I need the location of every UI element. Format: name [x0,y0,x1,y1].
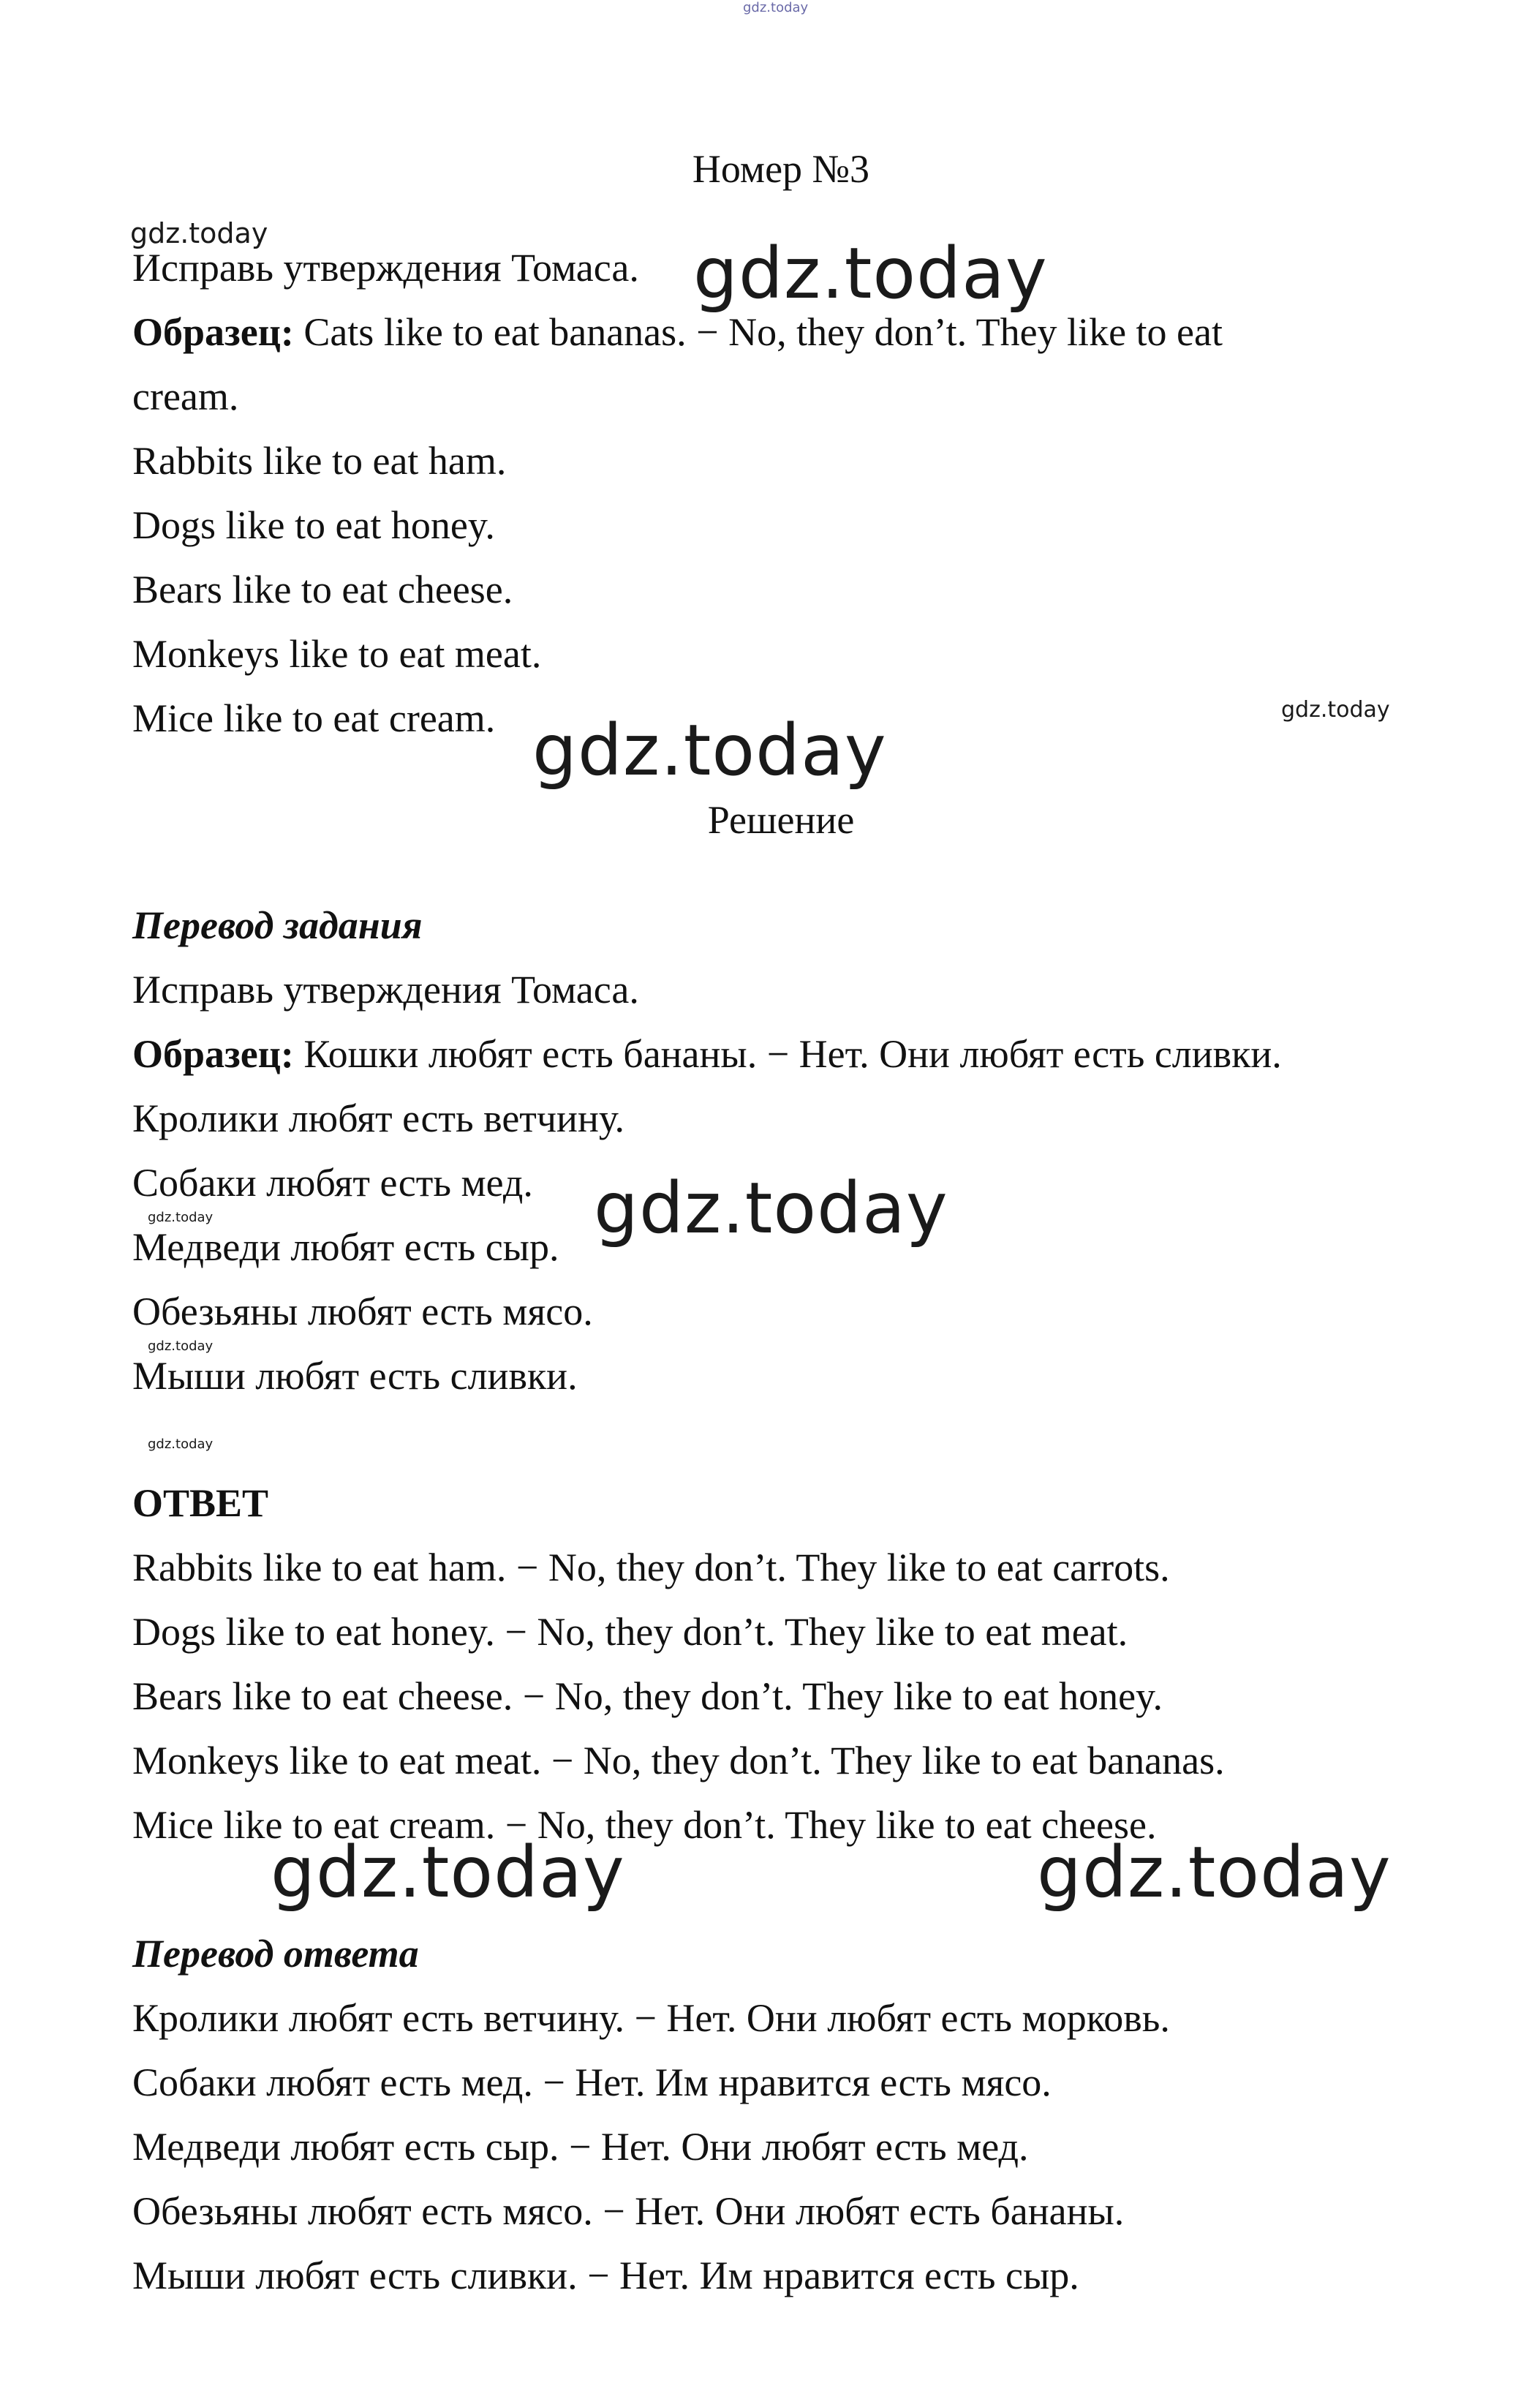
watermark-small-top-left: gdz.today [130,217,268,249]
translation-statement: Обезьяны любят есть мясо. [132,1290,593,1333]
example-text: Cats like to eat bananas. − No, they don’t. They like to eat [293,310,1223,354]
task-statement: Monkeys like to eat meat. [132,632,542,676]
task-statement: Mice like to eat cream. [132,696,496,740]
watermark-large: gdz.today [594,1167,948,1249]
answer-translation-line: Кролики любят есть ветчину. − Нет. Они любят есть морковь. [132,1996,1170,2040]
solution-title: Решение [707,798,855,842]
task-statement: Rabbits like to eat ham. [132,439,507,483]
task-statement: Dogs like to eat honey. [132,503,495,547]
answer-line: Mice like to eat cream. − No, they don’t. They like to eat cheese. [132,1803,1157,1847]
watermark-tiny: gdz.today [148,1437,214,1452]
task-example [132,308,1223,356]
translation-statement: Медведи любят есть сыр. [132,1225,559,1269]
watermark-top: gdz.today [743,0,809,15]
answer-line: Monkeys like to eat meat. − No, they don’t. They like to eat bananas. [132,1739,1225,1782]
translation-statement: Собаки любят есть мед. [132,1161,533,1205]
task-number-title: Номер №3 [692,147,870,191]
translation-example-text: Кошки любят есть бананы. − Нет. Они любят есть сливки. [293,1032,1282,1076]
translation-example-label: Образец: [132,1032,294,1076]
answer-line: Dogs like to eat honey. − No, they don’t. They like to eat meat. [132,1610,1128,1654]
watermark-large: gdz.today [693,233,1048,315]
task-instruction: Исправь утверждения Томаса. [132,246,639,290]
answer-translation-line: Собаки любят есть мед. − Нет. Им нравится есть мясо. [132,2060,1052,2104]
task-statement: Bears like to eat cheese. [132,568,513,611]
translation-instruction: Исправь утверждения Томаса. [132,968,639,1012]
answer-line: Bears like to eat cheese. − No, they don’t. They like to eat honey. [132,1674,1163,1718]
watermark-large: gdz.today [271,1831,625,1913]
watermark-large: gdz.today [1037,1831,1392,1913]
translation-heading: Перевод задания [132,903,423,947]
watermark-tiny: gdz.today [148,1210,214,1225]
watermark-large: gdz.today [532,709,887,791]
answer-heading: ОТВЕТ [132,1481,269,1525]
answer-line: Rabbits like to eat ham. − No, they don’t. They like to eat carrots. [132,1546,1170,1589]
watermark-tiny: gdz.today [148,1339,214,1354]
example-label: Образец: [132,310,294,354]
translation-example [132,1030,1282,1078]
answer-translation-heading: Перевод ответа [132,1932,419,1976]
translation-statement: Мыши любят есть сливки. [132,1354,578,1398]
translation-statement: Кролики любят есть ветчину. [132,1096,624,1140]
task-example-continuation: cream. [132,374,239,418]
answer-translation-line: Обезьяны любят есть мясо. − Нет. Они любят есть бананы. [132,2189,1125,2233]
answer-translation-line: Мыши любят есть сливки. − Нет. Им нравится есть сыр. [132,2254,1079,2297]
answer-translation-line: Медведи любят есть сыр. − Нет. Они любят есть мед. [132,2125,1029,2169]
watermark-small-right: gdz.today [1281,697,1390,723]
